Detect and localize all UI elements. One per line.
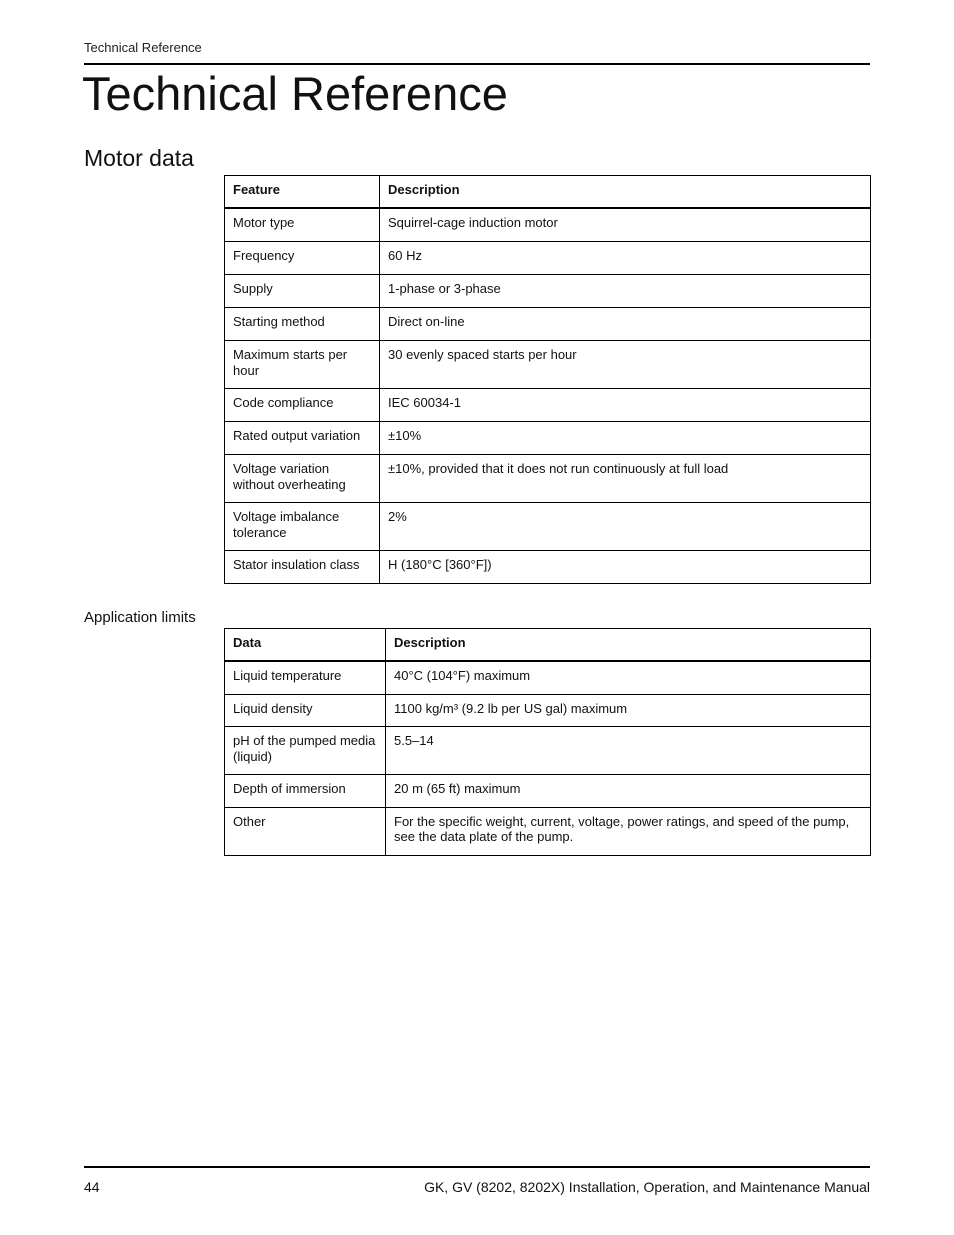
table-row [225, 389, 871, 422]
feature-cell: Frequency [225, 242, 380, 275]
feature-cell: Voltage imbalance tolerance [225, 503, 380, 551]
application-limits-heading: Application limits [84, 609, 196, 626]
table-row [225, 275, 871, 308]
application-limits-table [224, 628, 871, 856]
description-cell: 1100 kg/m³ (9.2 lb per US gal) maximum [386, 694, 871, 727]
data-cell: Depth of immersion [225, 775, 386, 808]
table-header-row [225, 176, 871, 209]
description-cell: IEC 60034-1 [380, 389, 871, 422]
feature-cell: Stator insulation class [225, 551, 380, 584]
description-cell: 5.5–14 [386, 727, 871, 775]
data-cell: Liquid density [225, 694, 386, 727]
data-cell: pH of the pumped media (liquid) [225, 727, 386, 775]
motor-data-heading: Motor data [84, 145, 194, 171]
table-row [225, 727, 871, 775]
table-row [225, 503, 871, 551]
table-row [225, 308, 871, 341]
feature-cell: Maximum starts per hour [225, 341, 380, 389]
description-cell: 60 Hz [380, 242, 871, 275]
feature-cell: Voltage variation without overheating [225, 455, 380, 503]
table-row [225, 551, 871, 584]
header-rule [84, 63, 870, 65]
description-cell: ±10% [380, 422, 871, 455]
table-row [225, 661, 871, 694]
footer-rule [84, 1166, 870, 1168]
description-cell: H (180°C [360°F]) [380, 551, 871, 584]
description-cell: 1-phase or 3-phase [380, 275, 871, 308]
table-header-row [225, 629, 871, 662]
description-cell: For the specific weight, current, voltage, power ratings, and speed of the pump, see the data plate of the pump. [386, 807, 871, 855]
description-cell: 20 m (65 ft) maximum [386, 775, 871, 808]
table-row [225, 422, 871, 455]
table-row [225, 775, 871, 808]
description-cell: Direct on-line [380, 308, 871, 341]
column-header-feature: Feature [225, 176, 380, 209]
feature-cell: Rated output variation [225, 422, 380, 455]
feature-cell: Motor type [225, 208, 380, 242]
feature-cell: Supply [225, 275, 380, 308]
table-row [225, 341, 871, 389]
table-row [225, 694, 871, 727]
column-header-description: Description [380, 176, 871, 209]
table-row [225, 208, 871, 242]
table-row [225, 242, 871, 275]
page-number: 44 [84, 1179, 100, 1195]
feature-cell: Code compliance [225, 389, 380, 422]
running-header: Technical Reference [84, 40, 202, 55]
page-title: Technical Reference [82, 67, 508, 120]
data-cell: Liquid temperature [225, 661, 386, 694]
column-header-data: Data [225, 629, 386, 662]
description-cell: ±10%, provided that it does not run continuously at full load [380, 455, 871, 503]
table-row [225, 807, 871, 855]
description-cell: 30 evenly spaced starts per hour [380, 341, 871, 389]
column-header-description: Description [386, 629, 871, 662]
motor-data-table [224, 175, 871, 584]
document-title: GK, GV (8202, 8202X) Installation, Operation, and Maintenance Manual [424, 1179, 870, 1195]
data-cell: Other [225, 807, 386, 855]
table-row [225, 455, 871, 503]
feature-cell: Starting method [225, 308, 380, 341]
description-cell: 2% [380, 503, 871, 551]
description-cell: Squirrel-cage induction motor [380, 208, 871, 242]
description-cell: 40°C (104°F) maximum [386, 661, 871, 694]
